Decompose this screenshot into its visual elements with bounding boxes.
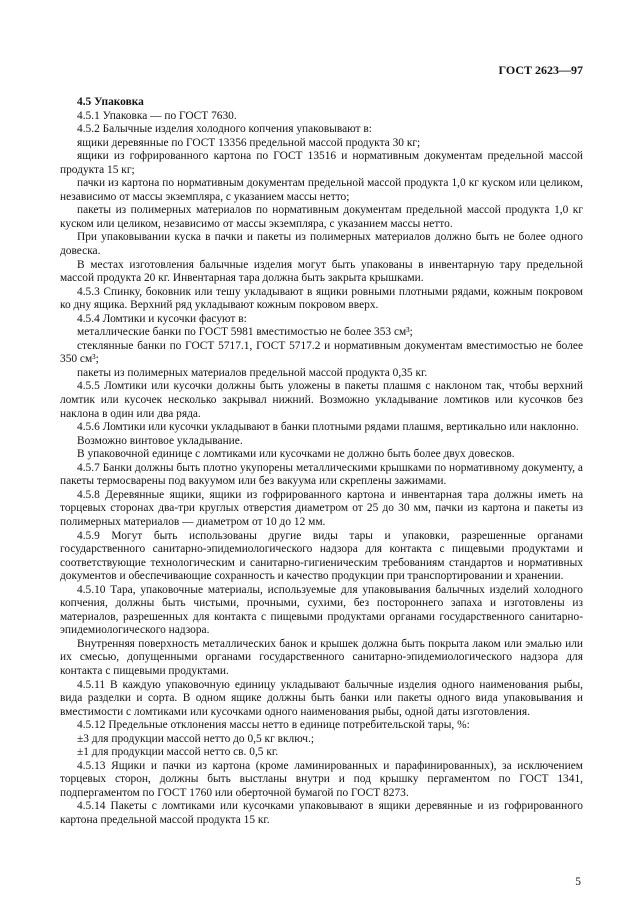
paragraph: В упаковочной единице с ломтиками или кусочками не должно быть более двух довесков. <box>77 448 515 461</box>
paragraph: ящики деревянные по ГОСТ 13356 предельной массой продукта 30 кг; <box>77 136 421 149</box>
paragraph: 4.5.3 Спинку, боковник или тешу укладывают в ящики ровными плотными рядами, кожным покровом ко дну ящика. Верхний ряд укладывают кожным покровом вверх. <box>60 285 583 312</box>
document-header: ГОСТ 2623—97 <box>498 63 583 77</box>
paragraph: ±1 для продукции массой нетто св. 0,5 кг. <box>77 746 279 759</box>
paragraph: 4.5.9 Могут быть использованы другие виды тары и упаковки, разрешенные органами государственного санитарно-эпидемиологического надзора для контакта с пищевыми продуктами и соответствующие технологическим и санитарно-гигиеническим требованиям стандартов и нормативных документов и обеспечивающие сохранность и качество продукции при транспортировании и хранении. <box>60 529 583 583</box>
paragraph: ±3 для продукции массой нетто до 0,5 кг включ.; <box>77 732 315 745</box>
paragraph: 4.5.8 Деревянные ящики, ящики из гофрированного картона и инвентарная тара должны иметь на торцевых сторонах два-три круглых отверстия диаметром от 25 до 30 мм, пачки из картона и пакеты из полимерных материалов — диаметром от 10 до 12 мм. <box>60 488 583 528</box>
paragraph: 4.5.2 Балычные изделия холодного копчения упаковывают в: <box>77 123 372 136</box>
paragraph: металлические банки по ГОСТ 5981 вместимостью не более 353 см³; <box>77 326 413 339</box>
paragraph: 4.5.11 В каждую упаковочную единицу укладывают балычные изделия одного наименования рыбы, вида разделки и сорта. В одном ящике должны быть банки или пакеты одного вида упаковывания и вместимости с ломтиками или кусочками одного наименования рыбы, одной даты изготовления. <box>60 678 583 718</box>
paragraph-list <box>60 110 583 828</box>
paragraph: 4.5.13 Ящики и пачки из картона (кроме ламинированных и парафинированных), за исключением торцевых сторон, должны быть выстланы внутри и под крышку пергаментом по ГОСТ 1341, подпергаментом по ГОСТ 1760 или оберточной бумагой по ГОСТ 8273. <box>60 759 583 799</box>
paragraph: 4.5.4 Ломтики и кусочки фасуют в: <box>77 312 247 325</box>
paragraph: Возможно винтовое укладывание. <box>77 434 243 447</box>
paragraph: Внутренняя поверхность металлических банок и крышек должна быть покрыта лаком или эмалью или их смесью, допущенными органами государственного санитарно-эпидемиологического надзора для контакта с пищевыми продуктами. <box>60 637 583 677</box>
paragraph: 4.5.10 Тара, упаковочные материалы, используемые для упаковывания балычных изделий холодного копчения, должны быть чистыми, прочными, сухими, без постороннего запаха и изготовлены из материалов, разрешенных для контакта с пищевыми продуктами органами государственного санитарно-эпидемиологического надзора. <box>60 583 583 637</box>
paragraph: 4.5.14 Пакеты с ломтиками или кусочками упаковывают в ящики деревянные и из гофрированного картона предельной массой продукта 15 кг. <box>60 800 583 826</box>
paragraph: 4.5.6 Ломтики или кусочки укладывают в банки плотными рядами плашмя, вертикально или наклонно. <box>77 421 579 434</box>
paragraph: 4.5.7 Банки должны быть плотно укупорены металлическими крышками по нормативному документу, а пакеты термосварены под вакуумом или без вакуума или скреплены зажимами. <box>60 461 583 488</box>
paragraph: пакеты из полимерных материалов предельной массой продукта 0,35 кг. <box>77 366 428 379</box>
page-content <box>60 96 583 828</box>
paragraph: 4.5.1 Упаковка — по ГОСТ 7630. <box>77 109 237 122</box>
paragraph: пакеты из полимерных материалов по нормативным документам предельной массой продукта 1,0 кг куском или целиком, независимо от массы экземпляра, с указанием массы нетто. <box>60 204 583 230</box>
paragraph: пачки из картона по нормативным документам предельной массой продукта 1,0 кг куском или целиком, независимо от массы экземпляра, с указанием массы нетто; <box>60 177 583 203</box>
paragraph: 4.5.5 Ломтики или кусочки должны быть уложены в пакеты плашмя с наклоном так, чтобы верхний ломтик или кусочек несколько закрывал нижний. Возможно укладывание ломтиков или кусочков без наклона в один или два ряда. <box>60 380 583 420</box>
paragraph: стеклянные банки по ГОСТ 5717.1, ГОСТ 5717.2 и нормативным документам вместимостью не более 350 см³; <box>60 339 583 366</box>
paragraph: При упаковывании куска в пачки и пакеты из полимерных материалов должно быть не более одного довеска. <box>60 231 583 258</box>
page-number: 5 <box>575 876 581 888</box>
paragraph: ящики из гофрированного картона по ГОСТ 13516 и нормативным документам предельной массой продукта 15 кг; <box>60 150 583 176</box>
section-title: 4.5 Упаковка <box>77 96 144 108</box>
paragraph: В местах изготовления балычные изделия могут быть упакованы в инвентарную тару предельной массой продукта 20 кг. Инвентарная тара должна быть закрыта крышками. <box>60 258 583 285</box>
paragraph: 4.5.12 Предельные отклонения массы нетто в единице потребительской тары, %: <box>77 719 470 732</box>
